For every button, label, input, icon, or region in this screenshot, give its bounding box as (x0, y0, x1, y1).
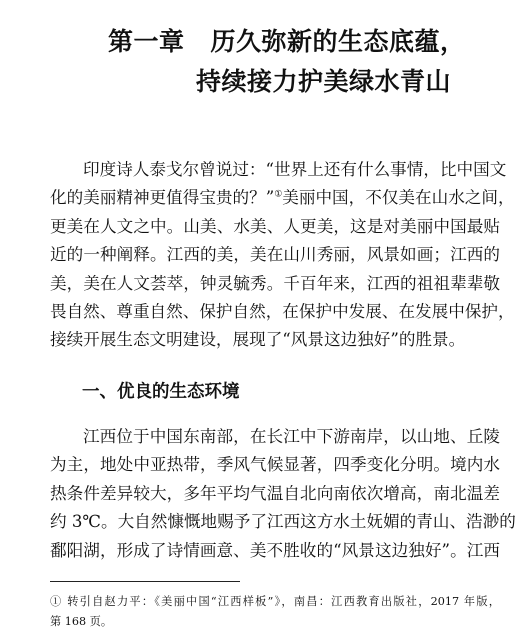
paragraph-line: 美，美在人文荟萃，钟灵毓秀。千百年来，江西的祖祖辈辈敬 (50, 273, 500, 293)
paragraph-line: 畏自然、尊重自然、保护自然，在保护中发展、在发展中保护， (50, 302, 515, 322)
footnote-line: ① 转引自赵力平：《美丽中国“江西样板”》，南昌：江西教育出版社，2017 年版， (50, 595, 500, 608)
paragraph-line: 约 3℃。大自然慷慨地赐予了江西这方水土妩媚的青山、浩渺的 (50, 512, 516, 532)
section-paragraph (50, 423, 516, 565)
footnote (50, 592, 500, 632)
intro-paragraph (50, 156, 515, 355)
footnote-line: 第 168 页。 (50, 615, 113, 628)
paragraph-line: 更美在人文之中。山美、水美、人更美，这是对美丽中国最贴 (50, 216, 500, 236)
paragraph-line: 热条件差异较大，多年平均气温自北向南依次增高，南北温差 (50, 483, 500, 503)
chapter-title-part-1: 历久弥新的生态底蕴， (210, 27, 466, 56)
paragraph-line: 化的美丽精神更值得宝贵的？”①美丽中国，不仅美在山水之间， (50, 188, 515, 208)
paragraph-line: 江西位于中国东南部，在长江中下游南岸，以山地、丘陵 (83, 427, 500, 446)
chapter-title-line-2: 持续接力护美绿水青山 (196, 67, 452, 96)
paragraph-line: 为主，地处中亚热带，季风气候显著，四季变化分明。境内水 (50, 455, 500, 475)
paragraph-line: 近的一种阐释。江西的美，美在山川秀丽，风景如画；江西的 (50, 245, 500, 265)
paragraph-line: 鄱阳湖，形成了诗情画意、美不胜收的“风景这边独好”。江西 (50, 540, 500, 560)
paragraph-line: 印度诗人泰戈尔曾说过：“世界上还有什么事情，比中国文 (83, 160, 507, 179)
chapter-title-line-1 (108, 22, 466, 58)
footnote-reference[interactable]: ① (274, 189, 283, 200)
footnote-divider (50, 581, 240, 582)
paragraph-line: 接续开展生态文明建设，展现了“风景这边独好”的胜景。 (50, 330, 466, 350)
section-heading: 一、优良的生态环境 (82, 382, 240, 402)
chapter-label: 第一章 (108, 27, 185, 56)
